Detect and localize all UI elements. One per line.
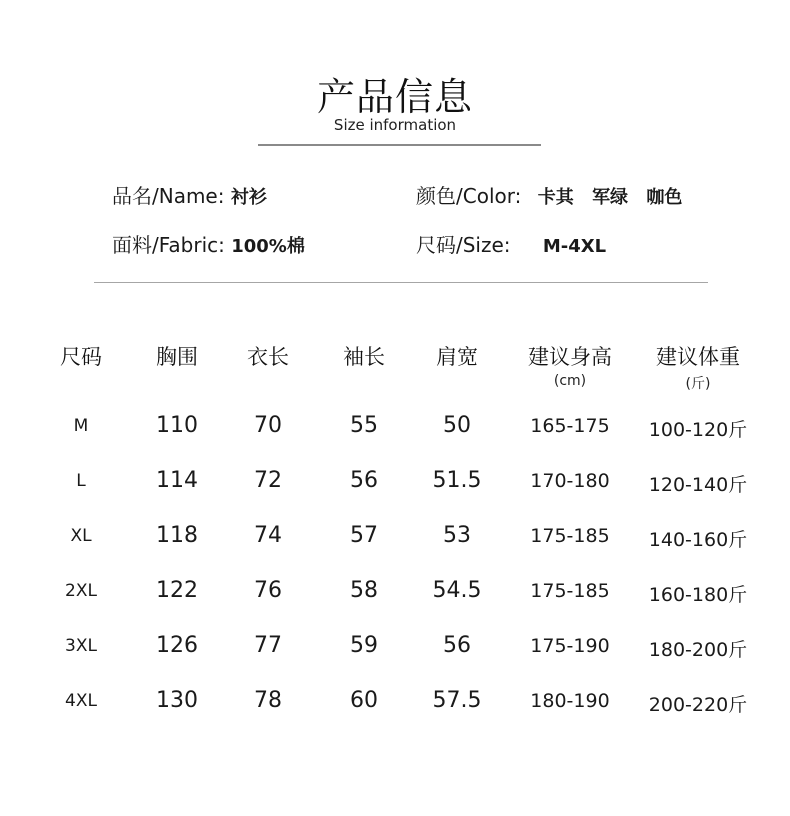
row-size-label: M (73, 416, 89, 436)
table-cell: 50 (443, 413, 471, 438)
table-cell: 165-175 (530, 415, 610, 437)
table-cell: 56 (350, 468, 378, 493)
page-title: 产品信息 (316, 75, 473, 119)
table-cell: 59 (350, 633, 378, 658)
table-cell: 130 (156, 688, 198, 713)
table-cell: 74 (254, 523, 282, 548)
color-label: 颜色/Color: (416, 184, 522, 208)
table-cell: 57.5 (432, 688, 482, 713)
row-size-label: 2XL (65, 581, 97, 601)
row-size-label: L (76, 471, 86, 491)
table-cell: 77 (254, 633, 282, 658)
fabric-value: 100%棉 (231, 236, 305, 257)
header-shoulder: 肩宽 (436, 345, 478, 369)
table-cell: 175-185 (530, 580, 610, 602)
header-weight: 建议体重 (656, 345, 740, 369)
table-cell: 175-185 (530, 525, 610, 547)
table-cell: 53 (443, 523, 471, 548)
table-cell: 175-190 (530, 635, 610, 657)
color-value-coffee: 咖色 (646, 187, 683, 208)
table-cell: 126 (156, 633, 198, 658)
table-cell: 51.5 (432, 468, 482, 493)
table-cell: 76 (254, 578, 282, 603)
table-cell: 122 (156, 578, 198, 603)
table-cell: 54.5 (432, 578, 482, 603)
page-subtitle: Size information (333, 116, 457, 134)
table-cell: 118 (156, 523, 198, 548)
table-cell: 60 (350, 688, 378, 713)
table-cell: 58 (350, 578, 378, 603)
table-cell: 120-140斤 (648, 474, 748, 496)
row-size-label: XL (70, 526, 92, 546)
row-size-label: 3XL (65, 636, 97, 656)
table-cell: 160-180斤 (648, 584, 748, 606)
name-value: 衬衫 (230, 187, 267, 208)
table-cell: 56 (443, 633, 471, 658)
color-value-army-green: 军绿 (592, 187, 629, 208)
size-label: 尺码/Size: (416, 233, 511, 257)
table-cell: 57 (350, 523, 378, 548)
header-size: 尺码 (60, 345, 102, 369)
table-cell: 70 (254, 413, 282, 438)
size-value: M-4XL (542, 236, 607, 257)
table-cell: 55 (350, 413, 378, 438)
unit-weight: (斤) (685, 376, 711, 392)
table-cell: 170-180 (530, 470, 610, 492)
table-cell: 72 (254, 468, 282, 493)
color-value-khaki: 卡其 (537, 187, 574, 208)
fabric-label: 面料/Fabric: (112, 233, 225, 257)
table-cell: 110 (156, 413, 198, 438)
name-label: 品名/Name: (112, 184, 225, 208)
table-cell: 140-160斤 (648, 529, 748, 551)
header-height: 建议身高 (528, 345, 612, 369)
table-cell: 78 (254, 688, 282, 713)
header-length: 衣长 (247, 345, 289, 369)
table-cell: 180-200斤 (648, 639, 748, 661)
table-cell: 114 (156, 468, 198, 493)
table-cell: 180-190 (530, 690, 610, 712)
table-cell: 200-220斤 (648, 694, 748, 716)
unit-height: (cm) (553, 373, 587, 389)
row-size-label: 4XL (65, 691, 97, 711)
table-cell: 100-120斤 (648, 419, 748, 441)
header-sleeve: 袖长 (343, 345, 385, 369)
header-chest: 胸围 (156, 345, 198, 369)
